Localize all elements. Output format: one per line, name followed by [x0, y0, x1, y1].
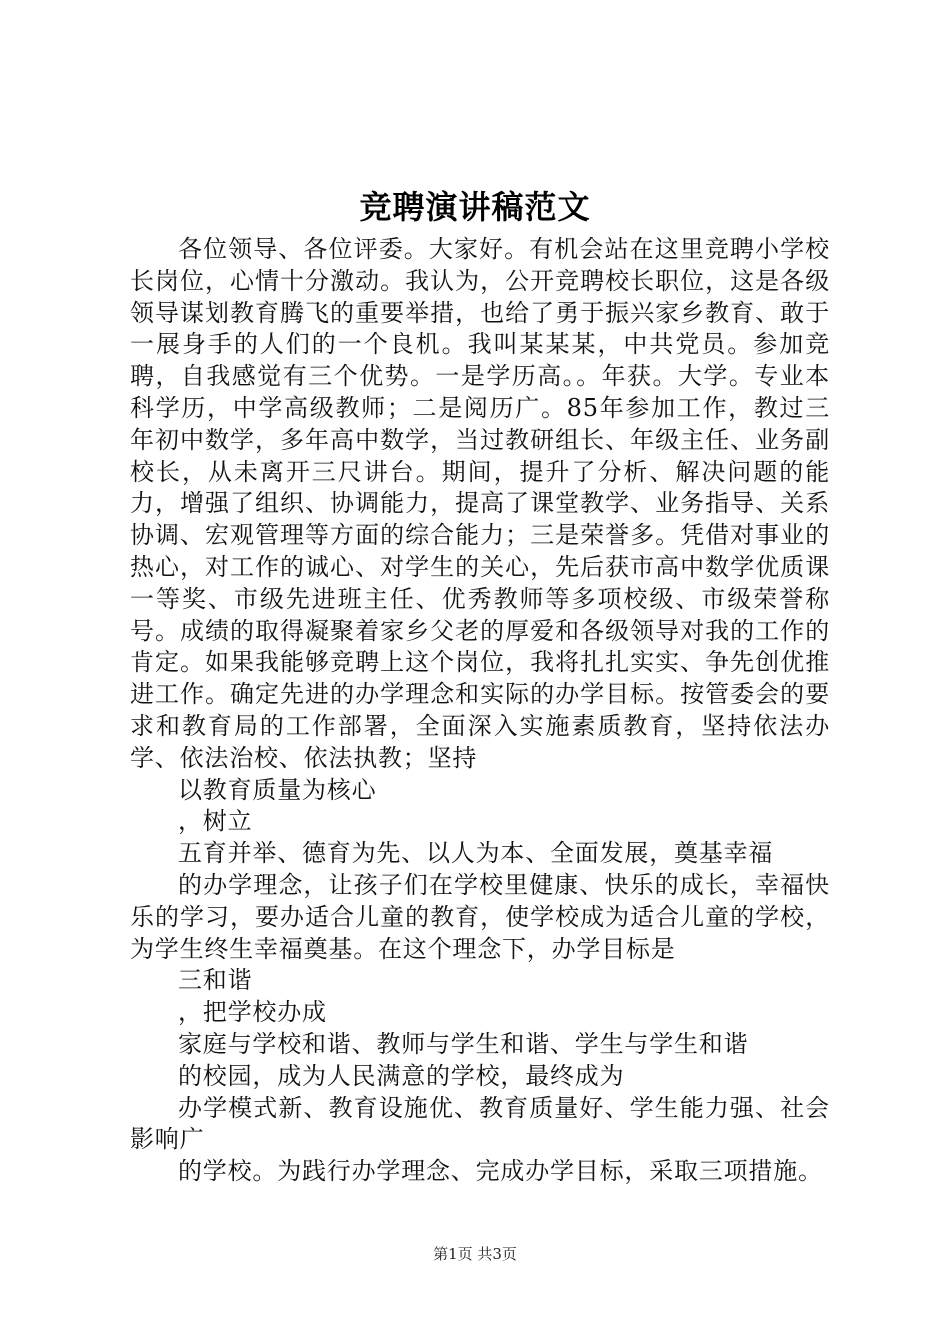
paragraph: 三和谐 [178, 966, 253, 995]
paragraph: 的学校。为践行办学理念、完成办学目标，采取三项措施。 [178, 1157, 823, 1186]
document-body [130, 234, 830, 1188]
paragraph: 以教育质量为核心 [178, 775, 377, 804]
paragraph: 的办学理念，让孩子们在学校里健康、快乐的成长，幸福快乐的学习，要办适合儿童的教育，使学校成为适合儿童的学校，为学生终生幸福奠基。在这个理念下，办学目标是 [130, 870, 830, 963]
paragraph: 的校园，成为人民满意的学校，最终成为 [178, 1061, 625, 1090]
document-title: 竞聘演讲稿范文 [359, 188, 591, 226]
paragraph: 各位领导、各位评委。大家好。有机会站在这里竞聘小学校长岗位，心情十分激动。我认为，公开竞聘校长职位，这是各级领导谋划教育腾飞的重要举措，也给了勇于振兴家乡教育、敢于一展身手的人们的一个良机。我叫某某某，中共党员。参加竞聘，自我感觉有三个优势。一是学历高。。年获。大学。专业本科学历，中学高级教师；二是阅历广。85年参加工作，教过三年初中数学，多年高中数学，当过教研组长、年级主任、业务副校长，从未离开三尺讲台。期间，提升了分析、解决问题的能力，增强了组织、协调能力，提高了课堂教学、业务指导、关系协调、宏观管理等方面的综合能力；三是荣誉多。凭借对事业的热心，对工作的诚心、对学生的关心，先后获市高中数学优质课一等奖、市级先进班主任、优秀教师等多项校级、市级荣誉称号。成绩的取得凝聚着家乡父老的厚爱和各级领导对我的工作的肯定。如果我能够竞聘上这个岗位，我将扎扎实实、争先创优推进工作。确定先进的办学理念和实际的办学目标。按管委会的要求和教育局的工作部署，全面深入实施素质教育，坚持依法办学、依法治校、依法执教；坚持 [130, 235, 830, 772]
paragraph: 五育并举、德育为先、以人为本、全面发展，奠基幸福 [178, 839, 774, 868]
paragraph: ，把学校办成 [178, 998, 327, 1027]
paragraph: ，树立 [178, 807, 253, 836]
page-number-footer: 第1页 共3页 [433, 1245, 517, 1263]
paragraph: 家庭与学校和谐、教师与学生和谐、学生与学生和谐 [178, 1029, 749, 1058]
paragraph: 办学模式新、教育设施优、教育质量好、学生能力强、社会影响广 [130, 1093, 830, 1154]
